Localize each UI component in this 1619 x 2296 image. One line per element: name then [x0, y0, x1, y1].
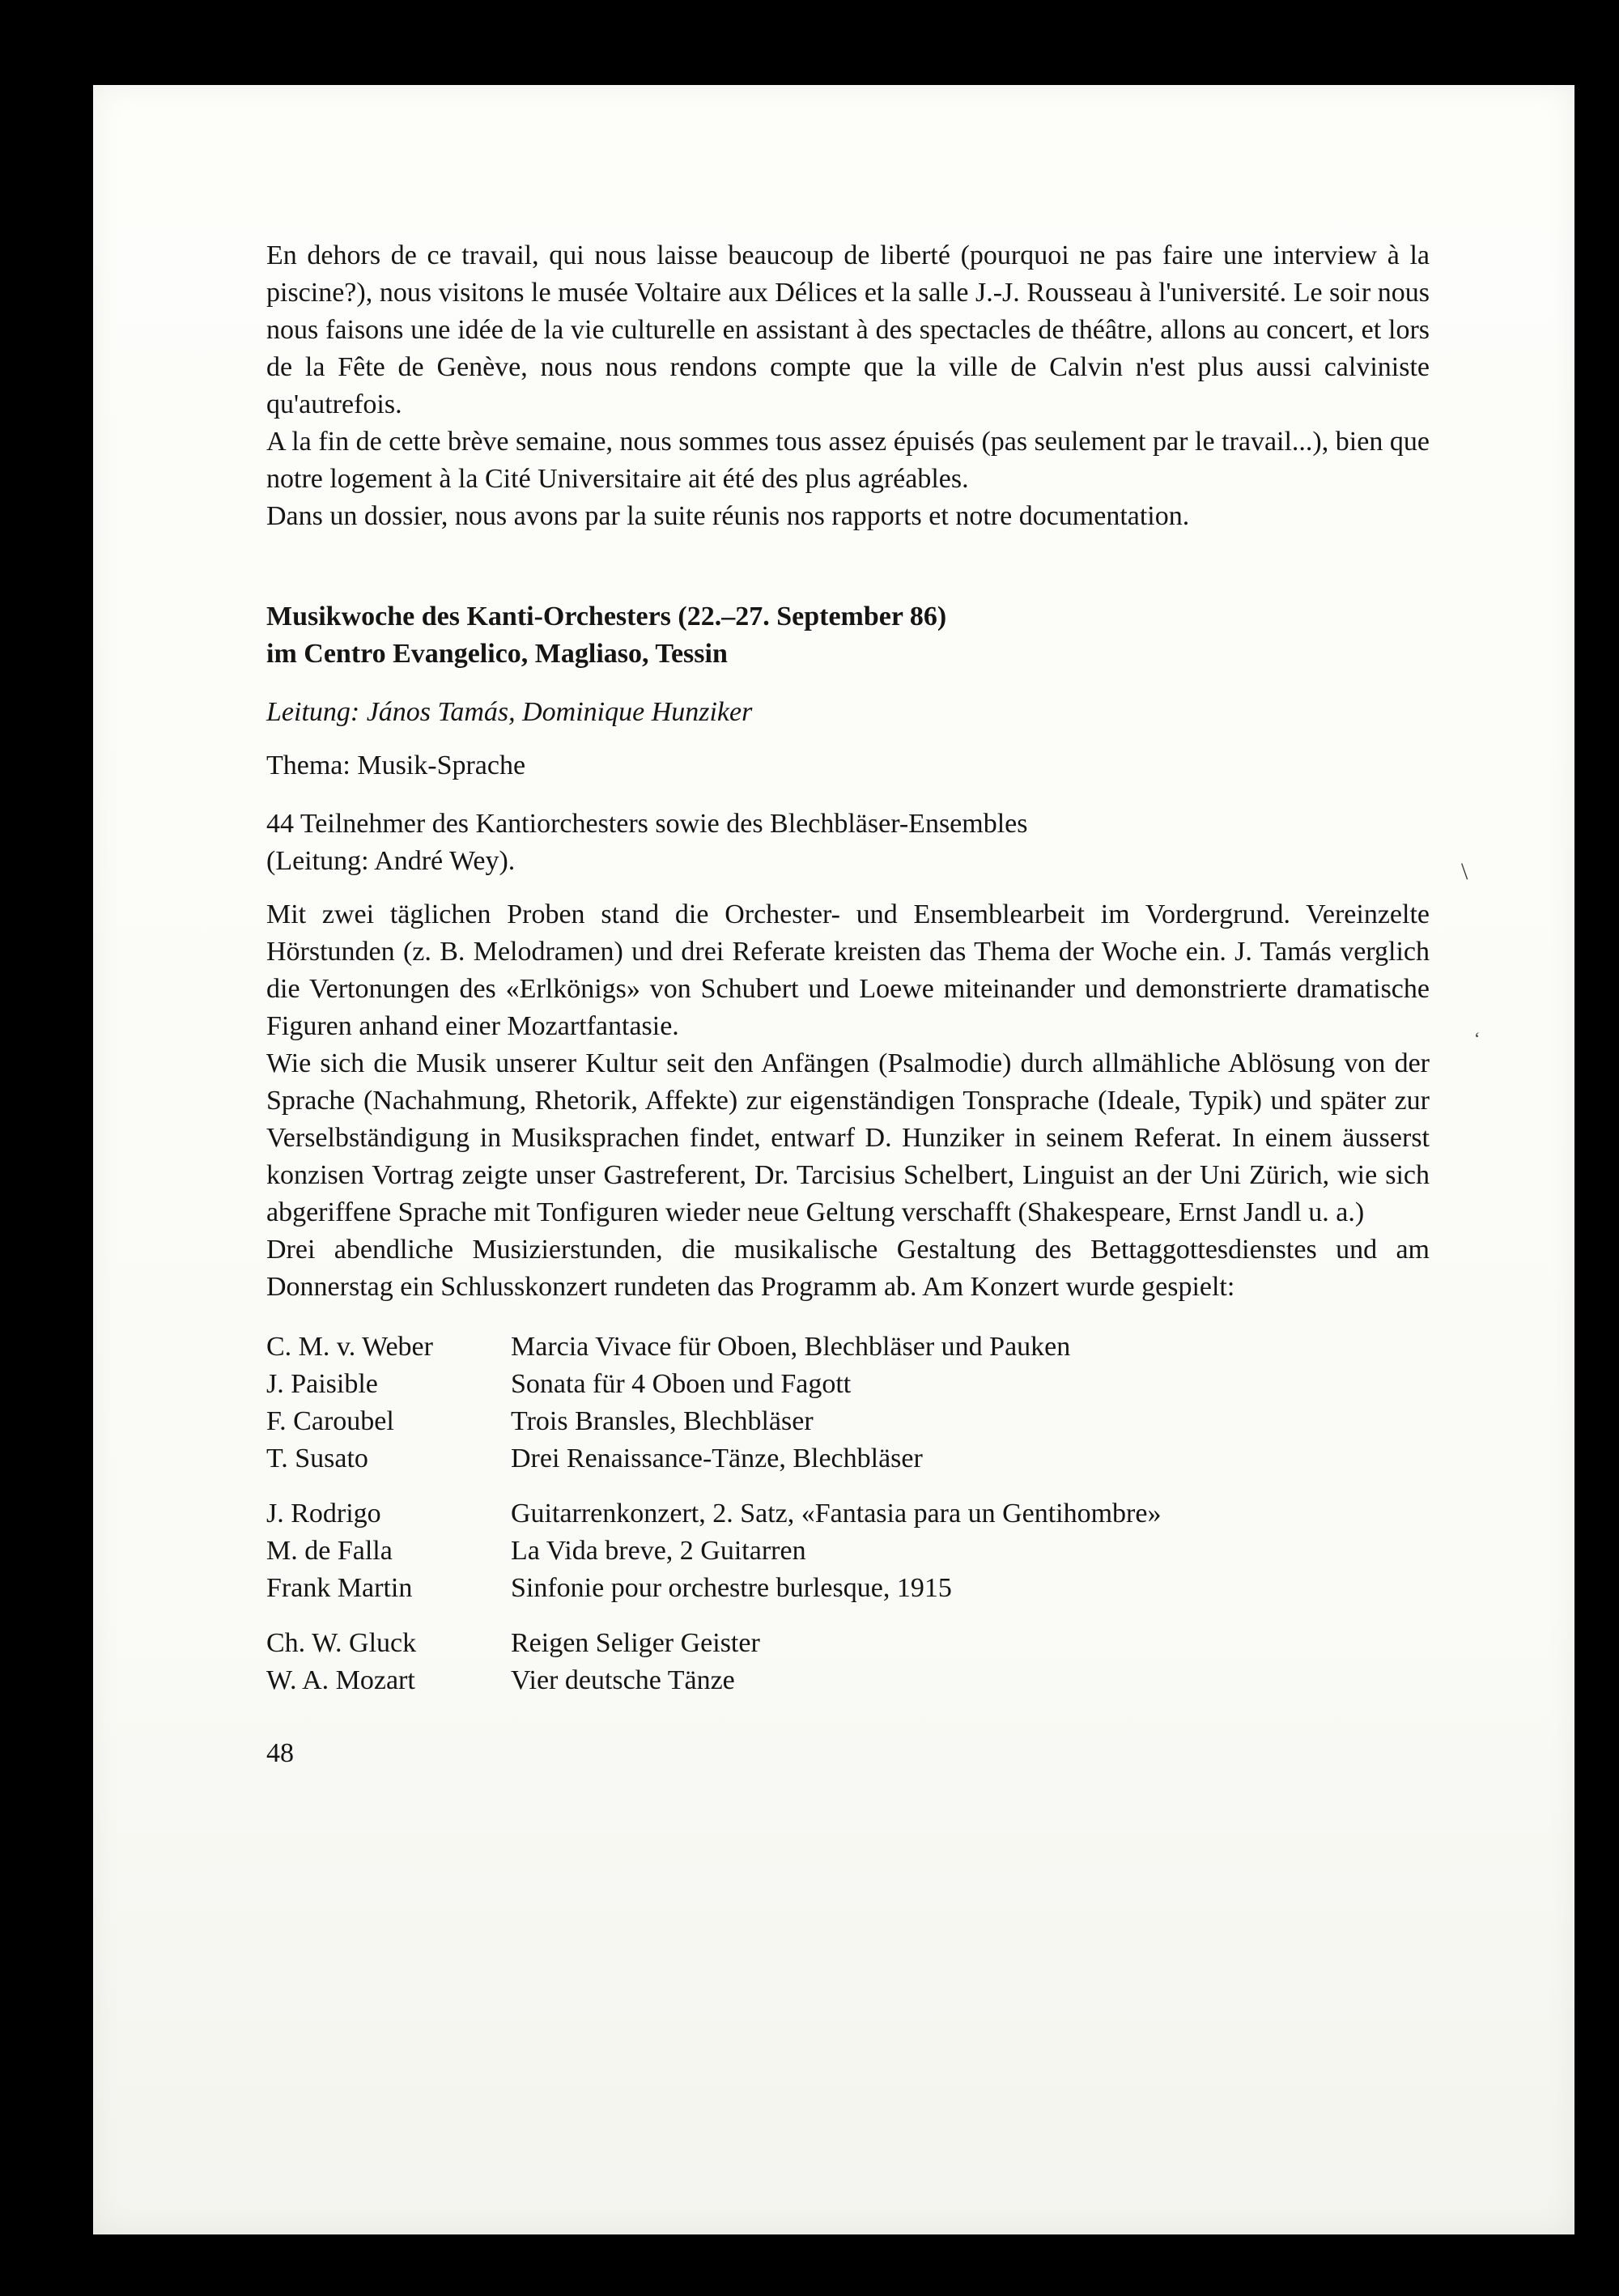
concert-row — [266, 1662, 1430, 1699]
composer-cell: Frank Martin — [266, 1573, 413, 1603]
page-number: 48 — [266, 1738, 294, 1768]
body-paragraph: Wie sich die Musik unserer Kultur seit den Anfängen (Psalmodie) durch allmähliche Ablösung von der Sprache (Nachahmung, Rhetorik, Affekte) zur eigenständigen Tonsprache (Ideale, Typik) und später zur Verselbständigung in Musiksprachen findet, entwarf D. Hunziker in seinem Referat. In einem äusserst konzisen Vortrag zeigte unser Gastreferent, Dr. Tarcisius Schelbert, Linguist an der Uni Zürich, wie sich abgeriffene Sprache mit Tonfiguren wieder neue Geltung verschafft (Shakespeare, Ernst Jandl u. a.) — [266, 1048, 1430, 1227]
section-heading-line: im Centro Evangelico, Magliaso, Tessin — [266, 639, 728, 669]
page-content — [266, 237, 1430, 1772]
concert-row — [266, 1403, 1430, 1440]
piece-cell: La Vida breve, 2 Guitarren — [511, 1536, 806, 1566]
concert-row — [266, 1495, 1430, 1533]
piece-cell: Reigen Seliger Geister — [511, 1628, 760, 1658]
concert-row — [266, 1440, 1430, 1478]
body-paragraph: Drei abendliche Musizierstunden, die musikalische Gestaltung des Bettaggottesdienstes und am Donnerstag ein Schlusskonzert rundeten das Programm ab. Am Konzert wurde gespielt: — [266, 1235, 1430, 1302]
participants-block — [266, 806, 1430, 880]
composer-cell: W. A. Mozart — [266, 1665, 415, 1695]
concert-group — [266, 1625, 1430, 1699]
piece-cell: Vier deutsche Tänze — [511, 1665, 735, 1695]
composer-cell: J. Paisible — [266, 1369, 378, 1399]
concert-group — [266, 1495, 1430, 1607]
composer-cell: Ch. W. Gluck — [266, 1628, 417, 1658]
piece-cell: Marcia Vivace für Oboen, Blechbläser und Pauken — [511, 1332, 1071, 1362]
piece-cell: Trois Bransles, Blechbläser — [511, 1406, 814, 1436]
composer-cell: F. Caroubel — [266, 1406, 394, 1436]
composer-cell: J. Rodrigo — [266, 1499, 381, 1529]
document-page — [93, 85, 1574, 2234]
concert-row — [266, 1625, 1430, 1662]
piece-cell: Sinfonie pour orchestre burlesque, 1915 — [511, 1573, 952, 1603]
concert-row — [266, 1533, 1430, 1570]
piece-cell: Guitarrenkonzert, 2. Satz, «Fantasia para un Gentihombre» — [511, 1499, 1162, 1529]
concert-row — [266, 1570, 1430, 1607]
concert-row — [266, 1329, 1430, 1366]
composer-cell: M. de Falla — [266, 1536, 393, 1566]
scan-artifact: ʻ — [1474, 1028, 1481, 1048]
concert-group — [266, 1329, 1430, 1478]
intro-paragraph: Dans un dossier, nous avons par la suite réunis nos rapports et notre documentation. — [266, 501, 1190, 531]
body-block — [266, 896, 1430, 1306]
composer-cell: C. M. v. Weber — [266, 1332, 433, 1362]
composer-cell: T. Susato — [266, 1444, 368, 1473]
participants-line: 44 Teilnehmer des Kantiorchesters sowie des Blechbläser-Ensembles — [266, 809, 1028, 839]
intro-block — [266, 237, 1430, 535]
scan-artifact: \ — [1461, 858, 1468, 885]
intro-paragraph: En dehors de ce travail, qui nous laisse beaucoup de liberté (pourquoi ne pas faire une interview à la piscine?), nous visitons le musée Voltaire aux Délices et la salle J.-J. Rousseau à l'université. Le soir nous nous faisons une idée de la vie culturelle en assistant à des spectacles de théâtre, allons au concert, et lors de la Fête de Genève, nous nous rendons compte que la ville de Calvin n'est plus aussi calviniste qu'autrefois. — [266, 240, 1430, 419]
piece-cell: Drei Renaissance-Tänze, Blechbläser — [511, 1444, 923, 1473]
body-paragraph: Mit zwei täglichen Proben stand die Orchester- und Ensemblearbeit im Vordergrund. Vereinzelte Hörstunden (z. B. Melodramen) und drei Referate kreisten das Thema der Woche ein. J. Tamás verglich die Vertonungen des «Erlkönigs» von Schubert und Loewe miteinander und demonstrierte dramatische Figuren anhand einer Mozartfantasie. — [266, 899, 1430, 1041]
section-heading — [266, 598, 1430, 673]
concert-row — [266, 1366, 1430, 1403]
participants-line: (Leitung: André Wey). — [266, 846, 516, 876]
piece-cell: Sonata für 4 Oboen und Fagott — [511, 1369, 852, 1399]
section-heading-line: Musikwoche des Kanti-Orchesters (22.–27. September 86) — [266, 602, 947, 631]
leitung-line: Leitung: János Tamás, Dominique Hunziker — [266, 697, 753, 727]
intro-paragraph: A la fin de cette brève semaine, nous sommes tous assez épuisés (pas seulement par le travail...), bien que notre logement à la Cité Universitaire ait été des plus agréables. — [266, 427, 1430, 494]
thema-line: Thema: Musik-Sprache — [266, 750, 526, 780]
